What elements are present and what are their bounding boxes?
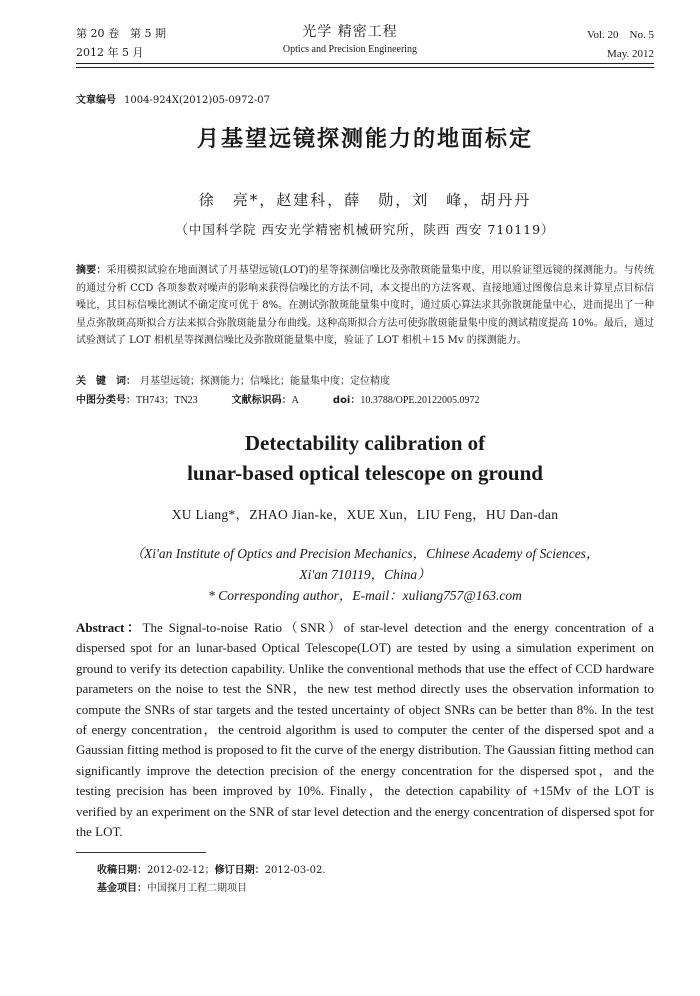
doc-code-label: 文献标识码：	[231, 395, 292, 406]
fund-label: 基金项目：	[97, 883, 147, 894]
abstract-cn-text: 采用模拟试验在地面测试了月基望远镜(LOT)的星等探测信噪比及弥散斑能量集中度，用以验证望远镜的探测能力。与传统的通过分析 CCD 各项参数对噪声的影响来获得信噪比的方法不同，本文提出的方法客观、直接地通过图像信息来计算星点目标信噪比，其目标信噪比测试不确定度可优于 8%。在测试弥散斑能量集中度时，通过质心算法求其弥散斑能量中心，进而提出了一种星点弥散斑高斯拟合方法来拟合弥散斑能量分布曲线。这种高斯拟合方法可使弥散斑能量集中度的测试精度提高 10%。最后，通过试验测试了 LOT 相机星等探测信噪比及弥散斑能量集中度，验证了 LOT 相机＋15 Mv 的探测能力。	[76, 265, 654, 347]
received-value: 2012-02-12；	[147, 865, 215, 876]
doi-label: doi：	[332, 395, 361, 406]
volume-issue-cn: 第 20 卷 第 5 期	[76, 27, 166, 40]
journal-name	[250, 22, 450, 58]
title-en-line2: lunar-based optical telescope on ground	[187, 461, 543, 485]
volume-issue-en: Vol. 20 No. 5	[586, 29, 654, 41]
header-rule-thin	[76, 67, 654, 68]
doi-value: 10.3788/OPE.20122005.0972	[360, 395, 480, 406]
keywords-cn-text: 月基望远镜；探测能力；信噪比；能量集中度；定位精度	[140, 376, 390, 387]
abstract-cn-label: 摘要：	[76, 265, 107, 276]
article-number-label: 文章编号	[76, 95, 116, 106]
article-number	[76, 91, 270, 106]
abstract-en-text: The Signal-to-noise Ratio（SNR）of star-level detection and the energy concentration of a dispersed spot for an lunar-based Optical Telescope(LOT) are tested by using a simulation experiment on ground to verify its detection capability. Unlike the conventional methods that use the effect of CCD hardware parameters on the noise to test the SNR，the new test method directly uses the observation information to compute the SNRs of star targets and the tested uncertainty of object SNRs can be better than 8%. In the test of energy concentration，the centroid algorithm is used to computer the center of the dispersed spot and a Gaussian fitting method is proposed to fit the curve of the energy distribution. The Gaussian fitting method can significantly improve the detection precision of the energy concentration for the dispersed spot，and the testing precision has been improved by 10%. Finally，the detection capability of +15Mv of the LOT is verified by an experiment on the SNR of star level detection and the energy concentration of dispersed spot for the LOT.	[76, 620, 654, 840]
abstract-cn	[76, 262, 654, 350]
affiliation-en-line2: Xi'an 710119，China）	[299, 567, 431, 582]
doc-code-value: A	[291, 395, 299, 406]
journal-volume-en	[587, 26, 654, 64]
journal-name-cn: 光学 精密工程	[302, 24, 398, 40]
title-en	[76, 428, 654, 488]
fund-value: 中国探月工程二期项目	[147, 883, 247, 894]
clc-label: 中图分类号：	[76, 395, 136, 406]
keywords-cn	[76, 372, 654, 387]
abstract-en-label: Abstract：	[76, 620, 143, 635]
revised-label: 修订日期：	[214, 865, 265, 876]
classification-line	[76, 391, 654, 406]
dates-line	[97, 862, 326, 880]
title-cn: 月基望远镜探测能力的地面标定	[196, 127, 533, 152]
footnote-rule	[76, 852, 206, 853]
affiliation-cn: （中国科学院 西安光学精密机械研究所，陕西 西安 710119）	[175, 222, 555, 237]
journal-name-en: Optics and Precision Engineering	[282, 44, 418, 55]
journal-volume-cn	[76, 24, 166, 62]
abstract-en	[76, 618, 654, 842]
article-number-value: 1004-924X(2012)05-0972-07	[124, 95, 270, 106]
corresponding-author: * Corresponding author，E-mail：xuliang757@163.com	[208, 588, 522, 603]
clc-value: TH743；TN23	[136, 395, 198, 406]
revised-value: 2012-03-02.	[264, 865, 326, 876]
authors-en: XU Liang*，ZHAO Jian-ke，XUE Xun，LIU Feng，HU Dan-dan	[171, 507, 559, 522]
affiliation-en-line1: （Xi'an Institute of Optics and Precision Mechanics，Chinese Academy of Sciences，	[130, 546, 600, 561]
title-en-line1: Detectability calibration of	[244, 431, 486, 455]
affiliation-en	[76, 543, 654, 606]
header-rule-thick	[76, 63, 654, 64]
keywords-cn-label: 关 键 词：	[76, 376, 136, 387]
received-label: 收稿日期：	[97, 865, 147, 876]
fund-line	[97, 880, 326, 898]
date-en: May. 2012	[607, 48, 654, 60]
authors-cn: 徐 亮*，赵建科，薛 勋，刘 峰，胡丹丹	[198, 191, 532, 209]
footnote	[97, 862, 326, 898]
date-cn: 2012 年 5 月	[76, 46, 144, 59]
